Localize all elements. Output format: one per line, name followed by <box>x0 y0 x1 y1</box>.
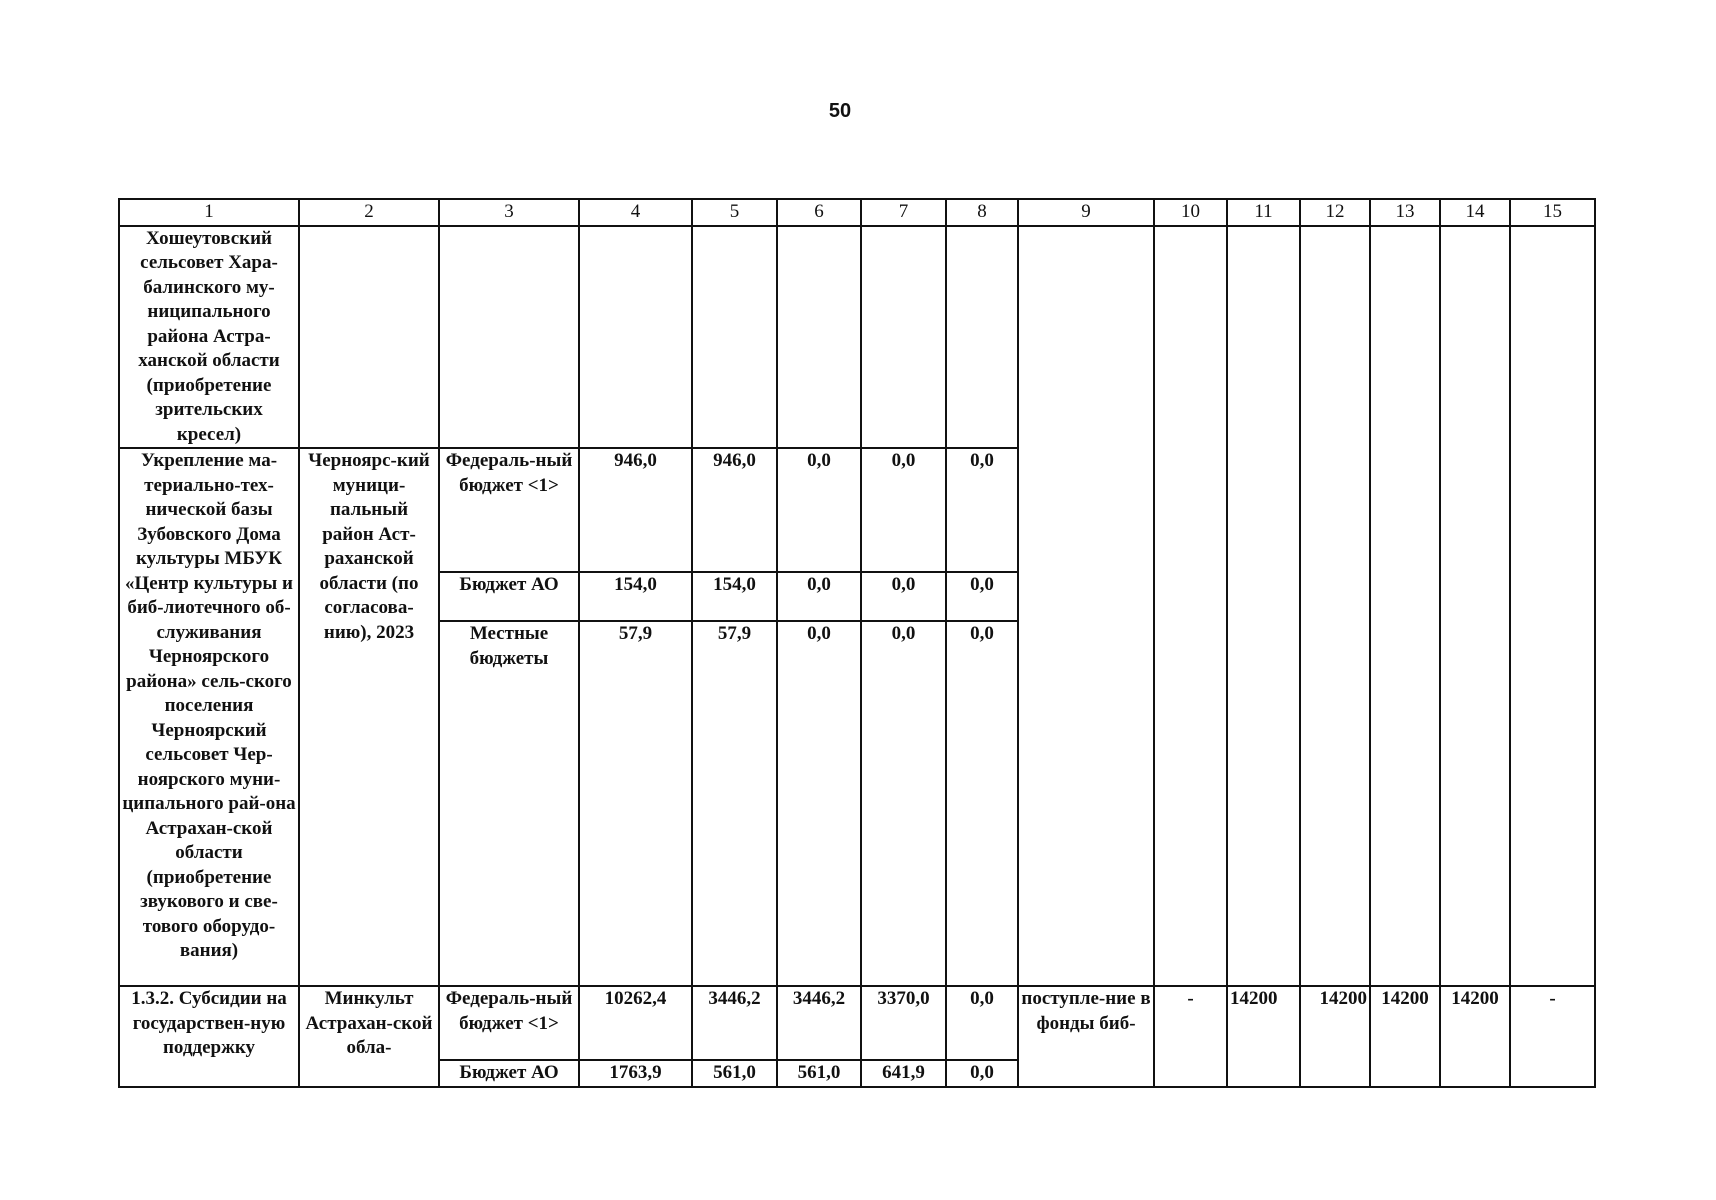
empty-cell <box>692 226 777 449</box>
empty-cell <box>946 226 1018 449</box>
indicator-cell: поступле-ние в фонды биб- <box>1018 986 1154 1087</box>
empty-cell <box>861 226 946 449</box>
value-cell: 154,0 <box>579 572 692 621</box>
empty-cell <box>1300 226 1370 987</box>
empty-cell <box>1227 226 1300 987</box>
value-cell: 57,9 <box>692 621 777 986</box>
value-cell: 0,0 <box>946 621 1018 986</box>
empty-cell <box>777 226 861 449</box>
value-cell: 0,0 <box>946 448 1018 572</box>
value-cell: 561,0 <box>777 1060 861 1087</box>
funding-source-cell: Бюджет АО <box>439 572 579 621</box>
executor-cell: Черноярс-кий муници-пальный район Аст-раханской области (по согласова-нию), 2023 <box>299 448 439 986</box>
empty-cell <box>1440 226 1510 987</box>
page-number: 50 <box>828 100 852 122</box>
empty-cell <box>1510 226 1595 987</box>
funding-source-cell: Местные бюджеты <box>439 621 579 986</box>
value-cell: - <box>1154 986 1227 1087</box>
value-cell: 1763,9 <box>579 1060 692 1087</box>
header-cell: 11 <box>1227 199 1300 226</box>
budget-table <box>118 198 1596 1088</box>
value-cell: 0,0 <box>946 1060 1018 1087</box>
header-cell: 9 <box>1018 199 1154 226</box>
value-cell: 0,0 <box>861 572 946 621</box>
value-cell: 0,0 <box>861 621 946 986</box>
value-cell: 3370,0 <box>861 986 946 1060</box>
header-cell: 3 <box>439 199 579 226</box>
value-cell: 641,9 <box>861 1060 946 1087</box>
header-cell: 14 <box>1440 199 1510 226</box>
empty-cell <box>439 226 579 449</box>
funding-source-cell: Бюджет АО <box>439 1060 579 1087</box>
value-cell: 10262,4 <box>579 986 692 1060</box>
header-cell: 13 <box>1370 199 1440 226</box>
table-row <box>119 986 1595 1060</box>
value-cell: 946,0 <box>692 448 777 572</box>
empty-cell <box>299 226 439 449</box>
value-cell: 0,0 <box>777 621 861 986</box>
value-cell: 3446,2 <box>692 986 777 1060</box>
header-cell: 7 <box>861 199 946 226</box>
value-cell: 561,0 <box>692 1060 777 1087</box>
header-cell: 8 <box>946 199 1018 226</box>
value-cell: 3446,2 <box>777 986 861 1060</box>
value-cell: 14200 <box>1370 986 1440 1087</box>
measure-name-cell: Хошеутовский сельсовет Хара-балинского му-ниципального района Астра-ханской области (приобретение зрительских кресел) <box>119 226 299 449</box>
empty-cell <box>1370 226 1440 987</box>
value-cell: 0,0 <box>777 572 861 621</box>
value-cell: 946,0 <box>579 448 692 572</box>
header-cell: 2 <box>299 199 439 226</box>
value-cell: - <box>1510 986 1595 1087</box>
header-row <box>119 199 1595 226</box>
value-cell: 0,0 <box>946 986 1018 1060</box>
value-cell: 57,9 <box>579 621 692 986</box>
funding-source-cell: Федераль-ный бюджет <1> <box>439 448 579 572</box>
value-cell: 0,0 <box>946 572 1018 621</box>
header-cell: 15 <box>1510 199 1595 226</box>
value-cell: 14200 <box>1440 986 1510 1087</box>
empty-cell <box>1018 226 1154 987</box>
measure-name-cell: Укрепление ма-териально-тех-нической базы Зубовского Дома культуры МБУК «Центр культуры и биб-лиотечного об-служивания Черноярского района» сель-ского поселения Черноярский сельсовет Чер-ноярского муни-ципального рай-она Астрахан-ской области (приобретение звукового и све-тового оборудо-вания) <box>119 448 299 986</box>
value-cell: 0,0 <box>861 448 946 572</box>
header-cell: 1 <box>119 199 299 226</box>
table-row <box>119 226 1595 449</box>
funding-source-cell: Федераль-ный бюджет <1> <box>439 986 579 1060</box>
executor-cell: Минкульт Астрахан-ской обла- <box>299 986 439 1087</box>
header-cell: 4 <box>579 199 692 226</box>
header-cell: 12 <box>1300 199 1370 226</box>
measure-name-cell: 1.3.2. Субсидии на государствен-ную поддержку <box>119 986 299 1087</box>
value-cell: 14200 <box>1300 986 1370 1087</box>
empty-cell <box>1154 226 1227 987</box>
header-cell: 6 <box>777 199 861 226</box>
header-cell: 5 <box>692 199 777 226</box>
empty-cell <box>579 226 692 449</box>
value-cell: 14200 <box>1227 986 1300 1087</box>
value-cell: 154,0 <box>692 572 777 621</box>
header-cell: 10 <box>1154 199 1227 226</box>
value-cell: 0,0 <box>777 448 861 572</box>
